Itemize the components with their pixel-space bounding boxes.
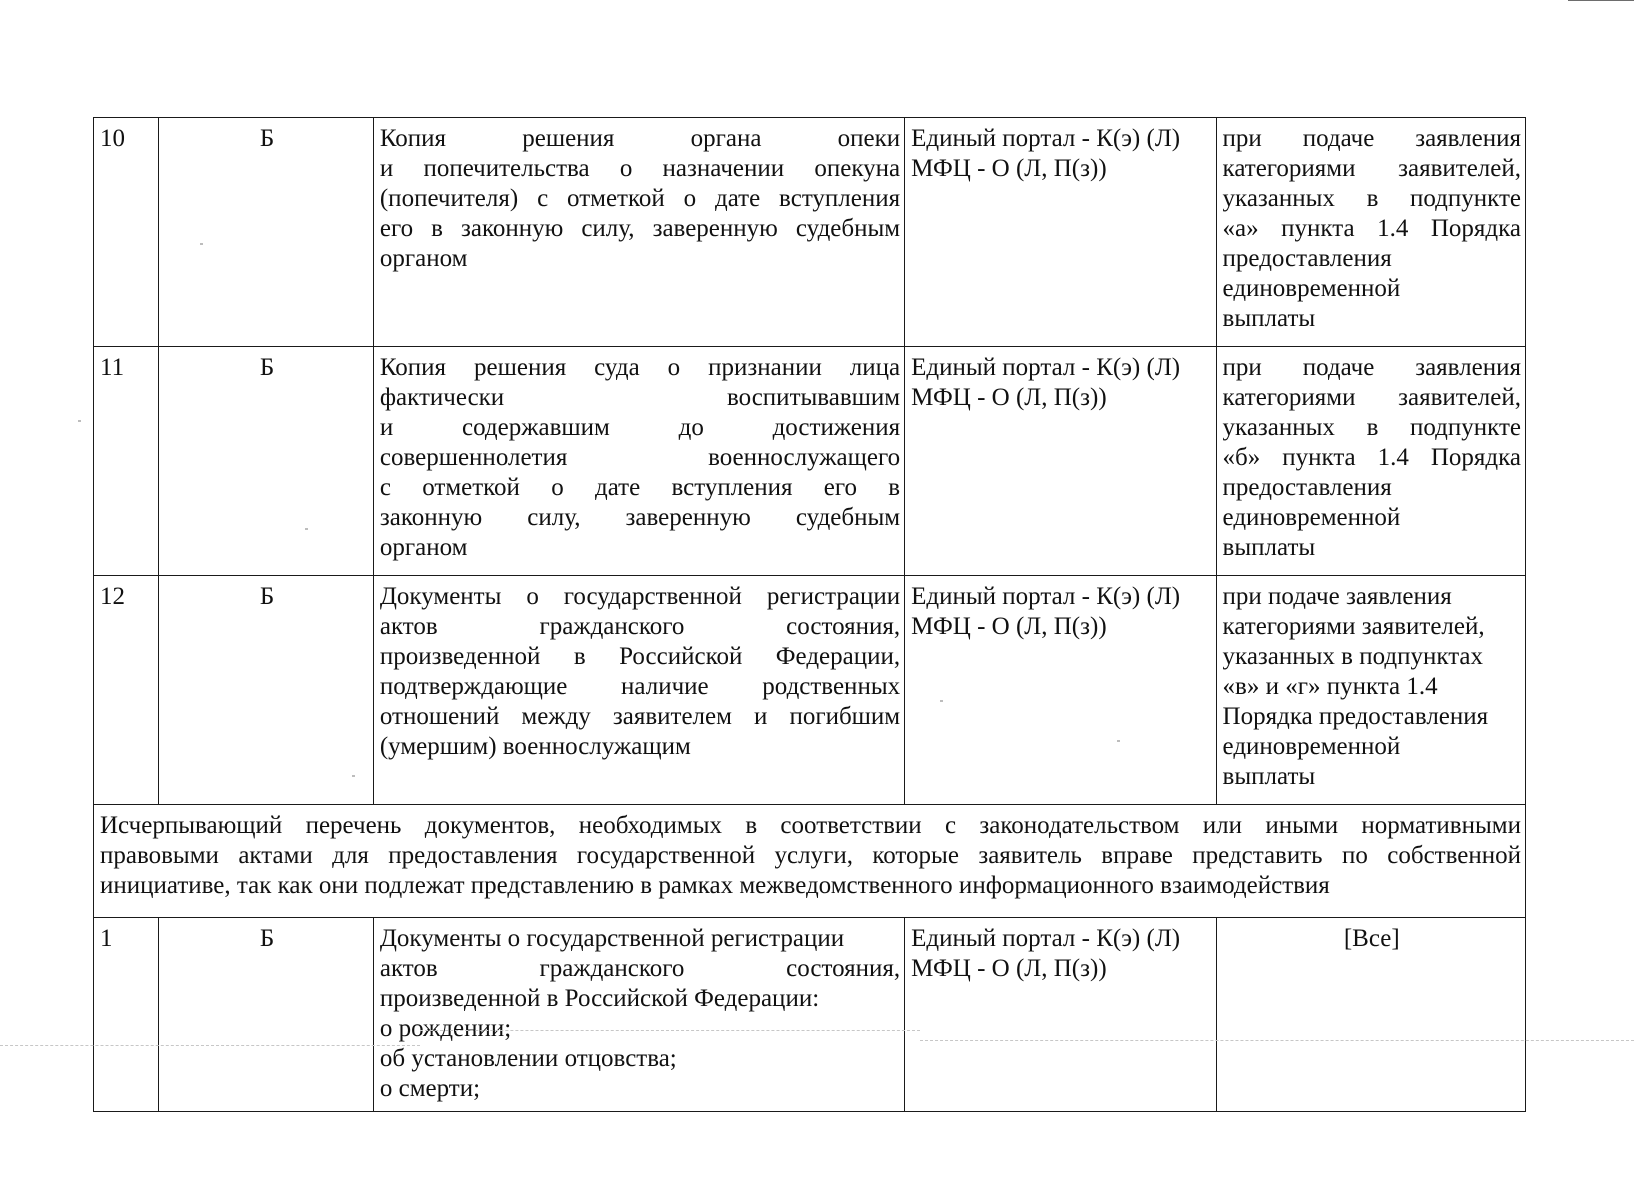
scan-artifact-dot xyxy=(940,700,943,702)
document-description xyxy=(373,576,904,805)
scan-artifact-line xyxy=(920,1040,1634,1041)
row-category: Б xyxy=(159,118,374,347)
cond-line: единовременной xyxy=(1222,275,1401,302)
submission-condition: [Все] xyxy=(1216,918,1525,1112)
table-row xyxy=(94,347,1526,576)
doc-line: и содержавшим до достижения xyxy=(379,414,901,441)
doc-line: органом xyxy=(379,534,468,561)
doc-line: Документы о государственной регистрации xyxy=(379,925,845,952)
way-line: Единый портал - К(э) (Л) xyxy=(911,583,1181,610)
doc-line: об установлении отцовства; xyxy=(379,1045,677,1072)
row-number: 10 xyxy=(94,118,159,347)
row-number: 1 xyxy=(94,918,159,1112)
way-line: Единый портал - К(э) (Л) xyxy=(911,125,1181,152)
section-row xyxy=(94,805,1526,918)
document-sheet xyxy=(93,117,1526,1112)
doc-line: Копия решения суда о признании лица xyxy=(379,354,901,381)
document-description xyxy=(373,918,904,1112)
cond-line: единовременной xyxy=(1222,733,1401,760)
doc-line: законную силу, заверенную судебным xyxy=(379,504,901,531)
scan-artifact-dot xyxy=(352,775,355,777)
table-row xyxy=(94,118,1526,347)
doc-line: и попечительства о назначении опекуна xyxy=(379,155,901,182)
doc-line: произведенной в Российской Федерации, xyxy=(379,643,901,670)
scan-artifact-dot xyxy=(1117,740,1120,742)
cond-line: единовременной xyxy=(1222,504,1401,531)
row-number: 11 xyxy=(94,347,159,576)
way-line: Единый портал - К(э) (Л) xyxy=(911,925,1181,952)
row-category: Б xyxy=(159,347,374,576)
doc-line: актов гражданского состояния, xyxy=(379,955,901,982)
cond-line: при подаче заявления xyxy=(1222,354,1521,381)
section-heading xyxy=(94,805,1526,918)
cond-line: предоставления xyxy=(1222,245,1392,272)
doc-line: совершеннолетия военнослужащего xyxy=(379,444,901,471)
cond-line: категориями заявителей, xyxy=(1222,384,1521,411)
doc-line: (умершим) военнослужащим xyxy=(379,733,691,760)
row-number: 12 xyxy=(94,576,159,805)
cond-line: выплаты xyxy=(1222,305,1316,332)
submission-method xyxy=(905,118,1216,347)
document-description xyxy=(373,118,904,347)
cond-line: предоставления xyxy=(1222,474,1392,501)
row-category: Б xyxy=(159,918,374,1112)
cond-line: «б» пункта 1.4 Порядка xyxy=(1222,444,1521,471)
cond-line: при подаче заявления xyxy=(1222,583,1452,610)
doc-line: подтверждающие наличие родственных xyxy=(379,673,901,700)
cond-line: указанных в подпунктах xyxy=(1222,643,1484,670)
doc-line: Документы о государственной регистрации xyxy=(379,583,901,610)
scan-artifact-line xyxy=(0,1045,420,1046)
submission-condition xyxy=(1216,347,1525,576)
row-category: Б xyxy=(159,576,374,805)
documents-table xyxy=(93,117,1526,1112)
cond-line: «а» пункта 1.4 Порядка xyxy=(1222,215,1521,242)
way-line: МФЦ - О (Л, П(з)) xyxy=(911,613,1107,640)
table-row xyxy=(94,918,1526,1112)
submission-method xyxy=(905,918,1216,1112)
doc-line: (попечителя) с отметкой о дате вступления xyxy=(379,185,901,212)
doc-line: его в законную силу, заверенную судебным xyxy=(379,215,901,242)
cond-line: указанных в подпункте xyxy=(1222,414,1521,441)
cond-line: выплаты xyxy=(1222,534,1316,561)
cond-line: «в» и «г» пункта 1.4 xyxy=(1222,673,1438,700)
doc-line: о смерти; xyxy=(379,1075,481,1102)
way-line: Единый портал - К(э) (Л) xyxy=(911,354,1181,381)
cond-line: категориями заявителей, xyxy=(1222,613,1485,640)
scan-artifact-dot xyxy=(78,420,81,422)
scan-edge-mark xyxy=(1568,0,1634,7)
section-line: правовыми актами для предоставления государственной услуги, которые заявитель вправе представить по собственной xyxy=(100,842,1521,869)
cond-line: при подаче заявления xyxy=(1222,125,1521,152)
way-line: МФЦ - О (Л, П(з)) xyxy=(911,384,1107,411)
table-row xyxy=(94,576,1526,805)
document-description xyxy=(373,347,904,576)
scan-artifact-line xyxy=(420,1030,920,1031)
doc-line: с отметкой о дате вступления его в xyxy=(379,474,901,501)
doc-line: о рождении; xyxy=(379,1015,512,1042)
submission-method xyxy=(905,347,1216,576)
way-line: МФЦ - О (Л, П(з)) xyxy=(911,955,1107,982)
doc-line: отношений между заявителем и погибшим xyxy=(379,703,901,730)
submission-method xyxy=(905,576,1216,805)
cond-line: Порядка предоставления xyxy=(1222,703,1489,730)
section-line: инициативе, так как они подлежат представлению в рамках межведомственного информационного взаимодействия xyxy=(100,872,1330,899)
scan-artifact-dot xyxy=(305,528,308,530)
scan-artifact-dot xyxy=(200,243,203,245)
doc-line: актов гражданского состояния, xyxy=(379,613,901,640)
cond-line: указанных в подпункте xyxy=(1222,185,1521,212)
cond-line: выплаты xyxy=(1222,763,1316,790)
submission-condition xyxy=(1216,576,1525,805)
submission-condition xyxy=(1216,118,1525,347)
way-line: МФЦ - О (Л, П(з)) xyxy=(911,155,1107,182)
doc-line: произведенной в Российской Федерации: xyxy=(379,985,820,1012)
cond-line: категориями заявителей, xyxy=(1222,155,1521,182)
doc-line: Копия решения органа опеки xyxy=(379,125,901,152)
doc-line: органом xyxy=(379,245,468,272)
section-line: Исчерпывающий перечень документов, необходимых в соответствии с законодательством или иными нормативными xyxy=(100,812,1521,839)
doc-line: фактически воспитывавшим xyxy=(379,384,901,411)
